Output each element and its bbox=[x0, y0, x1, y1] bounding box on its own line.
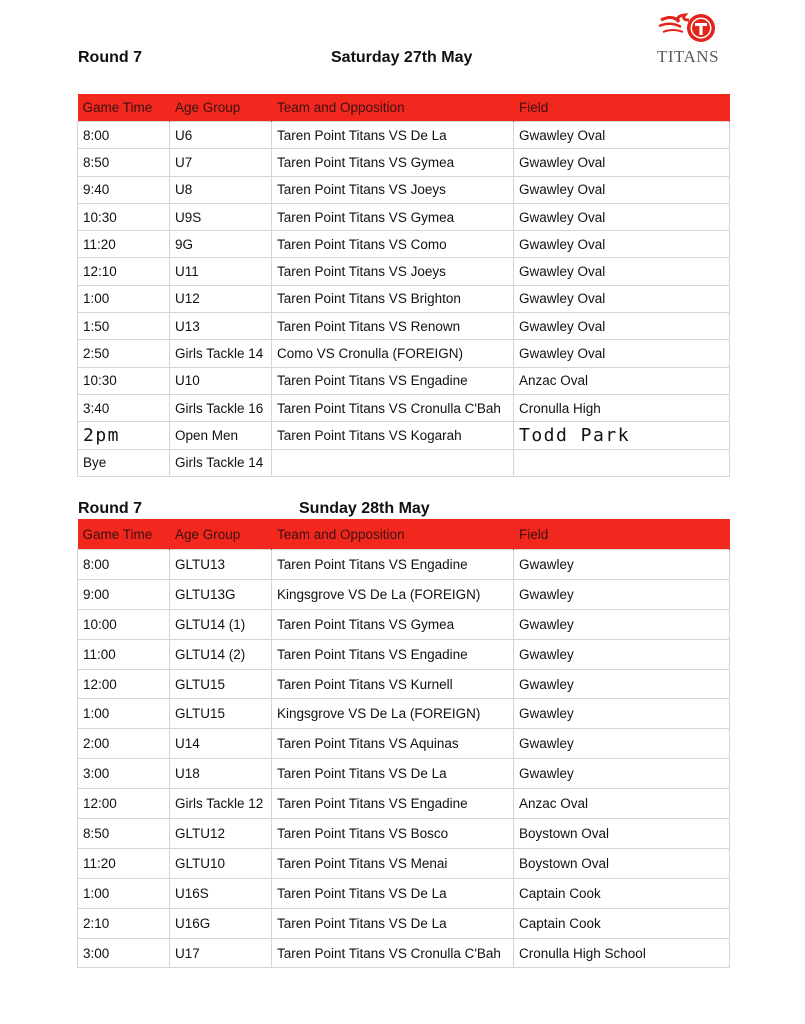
team-opposition-cell: Kingsgrove VS De La (FOREIGN) bbox=[272, 699, 514, 729]
table-row bbox=[78, 759, 730, 789]
field-cell: Gwawley Oval bbox=[514, 203, 730, 230]
table-row bbox=[78, 609, 730, 639]
game-time-cell: 8:00 bbox=[78, 550, 170, 580]
team-opposition-cell: Taren Point Titans VS De La bbox=[272, 122, 514, 149]
field-cell: Captain Cook bbox=[514, 878, 730, 908]
age-group-cell: U7 bbox=[170, 149, 272, 176]
table-row bbox=[78, 258, 730, 285]
header-age-group: Age Group bbox=[170, 94, 272, 122]
age-group-cell: U16G bbox=[170, 908, 272, 938]
team-opposition-cell bbox=[272, 449, 514, 476]
team-opposition-cell: Taren Point Titans VS Joeys bbox=[272, 176, 514, 203]
table-row bbox=[78, 848, 730, 878]
header-field: Field bbox=[514, 94, 730, 122]
age-group-cell: U14 bbox=[170, 729, 272, 759]
table-row bbox=[78, 313, 730, 340]
team-opposition-cell: Taren Point Titans VS Brighton bbox=[272, 285, 514, 312]
saturday-fixtures-table bbox=[77, 94, 730, 477]
flaming-t-icon bbox=[655, 10, 725, 50]
game-time-cell: 1:00 bbox=[78, 878, 170, 908]
table-header-row bbox=[78, 94, 730, 122]
team-opposition-cell: Taren Point Titans VS Engadine bbox=[272, 550, 514, 580]
age-group-cell: GLTU13G bbox=[170, 579, 272, 609]
game-time-cell: 9:40 bbox=[78, 176, 170, 203]
age-group-cell: Girls Tackle 12 bbox=[170, 789, 272, 819]
age-group-cell: GLTU12 bbox=[170, 819, 272, 849]
sunday-fixtures-table bbox=[77, 519, 730, 968]
team-opposition-cell: Taren Point Titans VS Menai bbox=[272, 848, 514, 878]
age-group-cell: U10 bbox=[170, 367, 272, 394]
sunday-round-label: Round 7 bbox=[78, 500, 142, 517]
logo-wordmark: TITANS bbox=[656, 47, 720, 66]
game-time-cell: 3:00 bbox=[78, 759, 170, 789]
age-group-cell: U6 bbox=[170, 122, 272, 149]
game-time-cell: 11:00 bbox=[78, 639, 170, 669]
age-group-cell: GLTU10 bbox=[170, 848, 272, 878]
field-cell: Gwawley bbox=[514, 550, 730, 580]
header-field: Field bbox=[514, 519, 730, 550]
field-cell: Cronulla High School bbox=[514, 938, 730, 968]
field-cell: Anzac Oval bbox=[514, 789, 730, 819]
age-group-cell: U16S bbox=[170, 878, 272, 908]
team-opposition-cell: Taren Point Titans VS Aquinas bbox=[272, 729, 514, 759]
team-opposition-cell: Taren Point Titans VS Cronulla C'Bah bbox=[272, 394, 514, 421]
game-time-cell: 11:20 bbox=[78, 848, 170, 878]
age-group-cell: 9G bbox=[170, 231, 272, 258]
game-time-cell: 2:50 bbox=[78, 340, 170, 367]
header-team-opposition: Team and Opposition bbox=[272, 519, 514, 550]
game-time-cell: 10:30 bbox=[78, 367, 170, 394]
game-time-cell: 8:50 bbox=[78, 819, 170, 849]
team-opposition-cell: Taren Point Titans VS Kurnell bbox=[272, 669, 514, 699]
age-group-cell: Girls Tackle 14 bbox=[170, 340, 272, 367]
team-opposition-cell: Taren Point Titans VS De La bbox=[272, 878, 514, 908]
field-cell: Gwawley Oval bbox=[514, 340, 730, 367]
team-opposition-cell: Taren Point Titans VS De La bbox=[272, 759, 514, 789]
age-group-cell: GLTU13 bbox=[170, 550, 272, 580]
field-cell: Gwawley bbox=[514, 639, 730, 669]
table-row bbox=[78, 176, 730, 203]
age-group-cell: U12 bbox=[170, 285, 272, 312]
field-cell: Gwawley Oval bbox=[514, 122, 730, 149]
field-cell: Gwawley Oval bbox=[514, 285, 730, 312]
game-time-cell: 1:00 bbox=[78, 285, 170, 312]
field-cell: Gwawley Oval bbox=[514, 231, 730, 258]
game-time-cell: Bye bbox=[78, 449, 170, 476]
field-cell bbox=[514, 449, 730, 476]
field-cell: Boystown Oval bbox=[514, 819, 730, 849]
table-row bbox=[78, 203, 730, 230]
table-row bbox=[78, 579, 730, 609]
team-opposition-cell: Taren Point Titans VS Engadine bbox=[272, 367, 514, 394]
age-group-cell: GLTU15 bbox=[170, 699, 272, 729]
game-time-cell: 3:00 bbox=[78, 938, 170, 968]
field-cell: Anzac Oval bbox=[514, 367, 730, 394]
header-game-time: Game Time bbox=[78, 519, 170, 550]
age-group-cell: U9S bbox=[170, 203, 272, 230]
team-opposition-cell: Taren Point Titans VS Renown bbox=[272, 313, 514, 340]
age-group-cell: U8 bbox=[170, 176, 272, 203]
game-time-cell: 3:40 bbox=[78, 394, 170, 421]
field-cell: Gwawley Oval bbox=[514, 258, 730, 285]
table-row bbox=[78, 819, 730, 849]
table-row bbox=[78, 231, 730, 258]
team-opposition-cell: Taren Point Titans VS Gymea bbox=[272, 149, 514, 176]
game-time-cell: 10:30 bbox=[78, 203, 170, 230]
team-opposition-cell: Taren Point Titans VS De La bbox=[272, 908, 514, 938]
game-time-cell: 2:00 bbox=[78, 729, 170, 759]
table-row bbox=[78, 729, 730, 759]
team-opposition-cell: Taren Point Titans VS Gymea bbox=[272, 609, 514, 639]
saturday-date-title: Saturday 27th May bbox=[331, 49, 473, 66]
game-time-cell: 12:00 bbox=[78, 669, 170, 699]
sunday-date-title: Sunday 28th May bbox=[299, 500, 430, 517]
age-group-cell: Girls Tackle 14 bbox=[170, 449, 272, 476]
age-group-cell: U18 bbox=[170, 759, 272, 789]
game-time-cell: 8:00 bbox=[78, 122, 170, 149]
table-row bbox=[78, 449, 730, 476]
table-row bbox=[78, 394, 730, 421]
table-header-row bbox=[78, 519, 730, 550]
game-time-cell: 12:00 bbox=[78, 789, 170, 819]
age-group-cell: U13 bbox=[170, 313, 272, 340]
table-row bbox=[78, 340, 730, 367]
table-row bbox=[78, 699, 730, 729]
field-cell: Captain Cook bbox=[514, 908, 730, 938]
table-row bbox=[78, 550, 730, 580]
age-group-cell: U11 bbox=[170, 258, 272, 285]
game-time-cell: 10:00 bbox=[78, 609, 170, 639]
game-time-cell: 8:50 bbox=[78, 149, 170, 176]
table-row bbox=[78, 285, 730, 312]
field-cell: Todd Park bbox=[514, 422, 730, 449]
team-opposition-cell: Taren Point Titans VS Engadine bbox=[272, 639, 514, 669]
game-time-cell: 2pm bbox=[78, 422, 170, 449]
saturday-round-label: Round 7 bbox=[78, 49, 142, 66]
game-time-cell: 1:50 bbox=[78, 313, 170, 340]
header-team-opposition: Team and Opposition bbox=[272, 94, 514, 122]
table-row bbox=[78, 367, 730, 394]
team-opposition-cell: Taren Point Titans VS Como bbox=[272, 231, 514, 258]
age-group-cell: GLTU14 (1) bbox=[170, 609, 272, 639]
team-opposition-cell: Taren Point Titans VS Kogarah bbox=[272, 422, 514, 449]
team-opposition-cell: Taren Point Titans VS Engadine bbox=[272, 789, 514, 819]
table-row bbox=[78, 789, 730, 819]
table-row bbox=[78, 639, 730, 669]
field-cell: Gwawley bbox=[514, 699, 730, 729]
field-cell: Cronulla High bbox=[514, 394, 730, 421]
team-opposition-cell: Taren Point Titans VS Cronulla C'Bah bbox=[272, 938, 514, 968]
game-time-cell: 1:00 bbox=[78, 699, 170, 729]
team-opposition-cell: Taren Point Titans VS Gymea bbox=[272, 203, 514, 230]
field-cell: Gwawley Oval bbox=[514, 176, 730, 203]
game-time-cell: 12:10 bbox=[78, 258, 170, 285]
field-cell: Gwawley bbox=[514, 609, 730, 639]
table-row bbox=[78, 938, 730, 968]
field-cell: Gwawley bbox=[514, 729, 730, 759]
field-cell: Gwawley bbox=[514, 579, 730, 609]
table-row bbox=[78, 122, 730, 149]
table-row bbox=[78, 149, 730, 176]
team-opposition-cell: Como VS Cronulla (FOREIGN) bbox=[272, 340, 514, 367]
field-cell: Gwawley Oval bbox=[514, 313, 730, 340]
field-cell: Gwawley Oval bbox=[514, 149, 730, 176]
game-time-cell: 9:00 bbox=[78, 579, 170, 609]
team-opposition-cell: Taren Point Titans VS Bosco bbox=[272, 819, 514, 849]
age-group-cell: Girls Tackle 16 bbox=[170, 394, 272, 421]
age-group-cell: Open Men bbox=[170, 422, 272, 449]
age-group-cell: GLTU14 (2) bbox=[170, 639, 272, 669]
header-age-group: Age Group bbox=[170, 519, 272, 550]
age-group-cell: GLTU15 bbox=[170, 669, 272, 699]
team-opposition-cell: Taren Point Titans VS Joeys bbox=[272, 258, 514, 285]
game-time-cell: 2:10 bbox=[78, 908, 170, 938]
titans-logo bbox=[655, 10, 725, 68]
header-game-time: Game Time bbox=[78, 94, 170, 122]
field-cell: Gwawley bbox=[514, 759, 730, 789]
game-time-cell: 11:20 bbox=[78, 231, 170, 258]
table-row bbox=[78, 422, 730, 449]
team-opposition-cell: Kingsgrove VS De La (FOREIGN) bbox=[272, 579, 514, 609]
age-group-cell: U17 bbox=[170, 938, 272, 968]
table-row bbox=[78, 878, 730, 908]
table-row bbox=[78, 908, 730, 938]
table-row bbox=[78, 669, 730, 699]
field-cell: Boystown Oval bbox=[514, 848, 730, 878]
field-cell: Gwawley bbox=[514, 669, 730, 699]
